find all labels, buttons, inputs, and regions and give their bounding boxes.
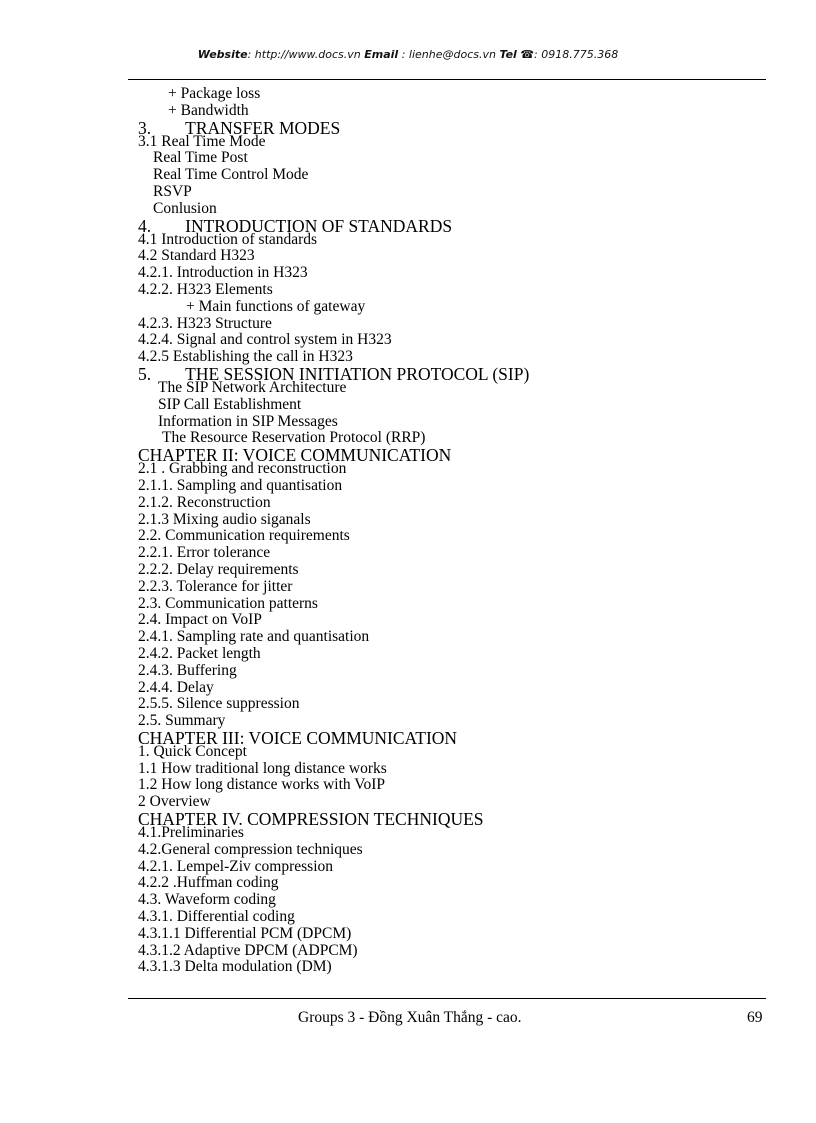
website-label: Website — [197, 48, 248, 61]
toc-line: 2.2.2. Delay requirements — [138, 560, 299, 578]
toc-section-heading — [138, 215, 758, 236]
toc-line: 2.1.3 Mixing audio siganals — [138, 510, 311, 528]
section-title: THE SESSION INITIATION PROTOCOL (SIP) — [185, 363, 530, 384]
toc-line: 2.1.2. Reconstruction — [138, 493, 271, 511]
toc-line: 4.2.1. Lempel-Ziv compression — [138, 857, 333, 875]
section-number: 5. — [138, 363, 152, 384]
toc-line: 4.2.2 .Huffman coding — [138, 874, 279, 892]
toc-line: 4.3.1. Differential coding — [138, 908, 295, 926]
toc-line: 2.3. Communication patterns — [138, 594, 318, 612]
toc-line: 2.2.3. Tolerance for jitter — [138, 577, 293, 595]
toc-line: 2.4.2. Packet length — [138, 644, 261, 662]
toc-line: 4.2.3. H323 Structure — [138, 314, 272, 332]
toc-line: 2.5. Summary — [138, 712, 226, 730]
toc-line: 4.2.General compression techniques — [138, 840, 363, 858]
section-title: INTRODUCTION OF STANDARDS — [185, 215, 453, 236]
toc-line: 2 Overview — [138, 793, 211, 811]
toc-line: 4.3. Waveform coding — [138, 891, 276, 909]
toc-line: 4.2.4. Signal and control system in H323 — [138, 331, 392, 349]
toc-line: 2.2.1. Error tolerance — [138, 544, 271, 562]
chapter-heading: CHAPTER IV. COMPRESSION TECHNIQUES — [138, 809, 484, 830]
header-divider — [128, 79, 766, 80]
toc-line: 4.1 Introduction of standards — [138, 230, 318, 248]
toc-line: 1. Quick Concept — [138, 742, 247, 760]
toc-line: 4.3.1.2 Adaptive DPCM (ADPCM) — [138, 941, 358, 959]
toc-line: 2.2. Communication requirements — [138, 527, 350, 545]
toc-line: Conlusion — [153, 199, 217, 217]
toc-line: + Bandwidth — [168, 101, 249, 119]
toc-section-heading — [138, 117, 758, 138]
page-number: 69 — [747, 1009, 763, 1026]
toc-line: 2.4. Impact on VoIP — [138, 611, 262, 629]
email-value: : lienhe@docs.vn — [401, 48, 496, 61]
toc-line: SIP Call Establishment — [158, 395, 302, 413]
section-number: 3. — [138, 117, 152, 138]
toc-line: 4.2.1. Introduction in H323 — [138, 264, 308, 282]
table-of-contents — [138, 86, 758, 976]
footer-text: Groups 3 - Đồng Xuân Thắng - cao. — [298, 1009, 522, 1026]
chapter-heading: CHAPTER III: VOICE COMMUNICATION — [138, 727, 458, 748]
toc-line: 4.3.1.1 Differential PCM (DPCM) — [138, 924, 352, 942]
toc-line: 4.3.1.3 Delta modulation (DM) — [138, 958, 332, 976]
toc-line: Information in SIP Messages — [158, 412, 338, 430]
toc-line: The Resource Reservation Protocol (RRP) — [162, 429, 426, 447]
toc-line: 2.4.4. Delay — [138, 678, 214, 696]
phone-icon: ☎ — [520, 48, 535, 61]
chapter-heading: CHAPTER II: VOICE COMMUNICATION — [138, 445, 452, 466]
toc-line: + Main functions of gateway — [186, 297, 366, 315]
toc-line: 2.1 . Grabbing and reconstruction — [138, 460, 347, 478]
toc-line: 4.1.Preliminaries — [138, 824, 244, 842]
toc-line: 2.1.1. Sampling and quantisation — [138, 476, 343, 494]
toc-section-heading — [138, 363, 758, 384]
toc-line: 1.2 How long distance works with VoIP — [138, 776, 385, 794]
tel-label: Tel — [499, 48, 517, 61]
toc-line: 3.1 Real Time Mode — [138, 132, 266, 150]
toc-line: 1.1 How traditional long distance works — [138, 759, 387, 777]
tel-value: : 0918.775.368 — [534, 48, 619, 61]
toc-line: 2.5.5. Silence suppression — [138, 695, 300, 713]
email-label: Email — [364, 48, 399, 61]
toc-line: Real Time Post — [153, 149, 248, 167]
section-title: TRANSFER MODES — [185, 117, 341, 138]
toc-line: The SIP Network Architecture — [158, 378, 347, 396]
footer-divider — [128, 998, 766, 999]
section-number: 4. — [138, 215, 152, 236]
toc-line: 2.4.3. Buffering — [138, 661, 237, 679]
toc-line: 4.2.5 Establishing the call in H323 — [138, 348, 353, 366]
page-header — [0, 48, 816, 61]
toc-line: Real Time Control Mode — [153, 166, 309, 184]
toc-line: 4.2 Standard H323 — [138, 247, 255, 265]
toc-line: 4.2.2. H323 Elements — [138, 280, 273, 298]
toc-line: + Package loss — [168, 85, 261, 102]
toc-line: 2.4.1. Sampling rate and quantisation — [138, 628, 370, 646]
website-value: : http://www.docs.vn — [247, 48, 361, 61]
toc-line: RSVP — [153, 182, 192, 200]
